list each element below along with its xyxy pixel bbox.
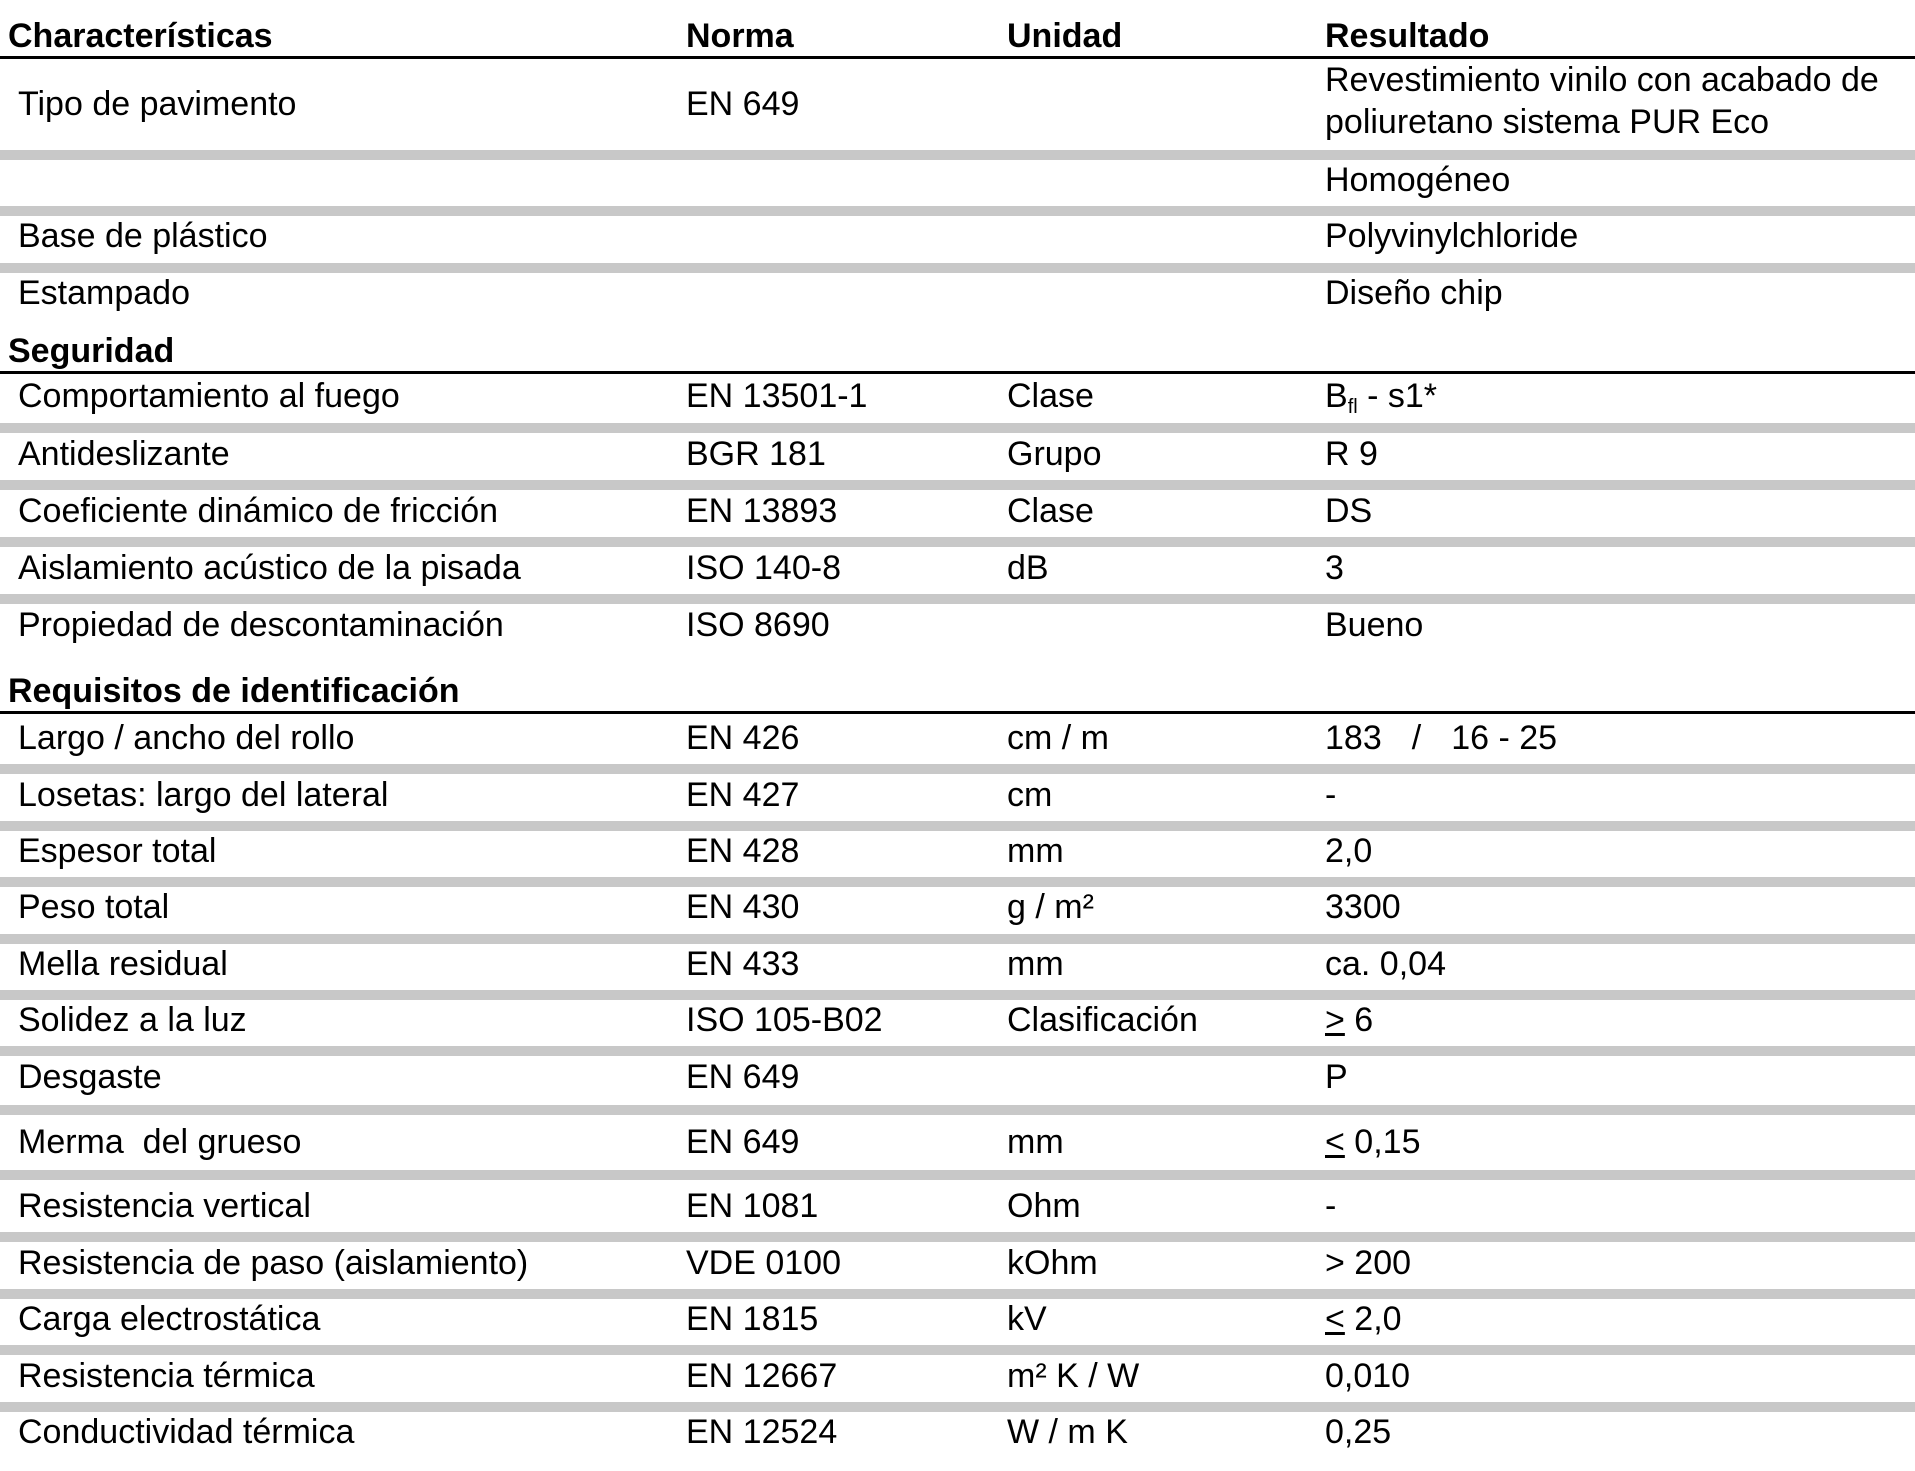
row-resultado [1325, 716, 1557, 760]
row-unidad: mm [1007, 1123, 1064, 1161]
row-norma: ISO 140-8 [686, 549, 841, 587]
row-resultado: Diseño chip [1325, 274, 1503, 312]
row-separator [0, 206, 1915, 216]
row-resultado: R 9 [1325, 435, 1378, 473]
row-norma: ISO 105-B02 [686, 1001, 883, 1039]
row-norma: EN 1081 [686, 1187, 819, 1225]
row-name: Mella residual [18, 945, 228, 983]
row-separator [0, 821, 1915, 831]
row-norma: EN 427 [686, 776, 800, 814]
row-resultado: Bueno [1325, 606, 1424, 644]
row-resultado-line1: Revestimiento vinilo con acabado de [1325, 61, 1879, 99]
row-separator [0, 1170, 1915, 1180]
row-unidad: dB [1007, 549, 1049, 587]
row-name: Peso total [18, 888, 170, 926]
row-separator [0, 423, 1915, 433]
lte-symbol: < [1325, 1300, 1345, 1338]
row-resultado: - [1325, 776, 1337, 814]
row-norma: EN 430 [686, 888, 800, 926]
row-name: Solidez a la luz [18, 1001, 247, 1039]
row-resultado [1325, 1120, 1420, 1164]
row-norma: VDE 0100 [686, 1244, 841, 1282]
row-unidad: Clasificación [1007, 1001, 1198, 1039]
row-resultado [1325, 1297, 1402, 1341]
row-name: Comportamiento al fuego [18, 377, 400, 415]
row-resultado: - [1325, 1187, 1337, 1225]
row-name: Tipo de pavimento [18, 85, 297, 123]
lightfastness-value: 6 [1344, 1001, 1374, 1039]
row-separator [0, 1105, 1915, 1115]
row-norma: EN 13501-1 [686, 377, 868, 415]
row-resultado: 0,25 [1325, 1413, 1392, 1451]
row-resultado: > 200 [1325, 1244, 1412, 1282]
row-name: Antideslizante [18, 435, 230, 473]
row-name: Largo / ancho del rollo [18, 719, 355, 757]
row-resultado: 0,010 [1325, 1357, 1411, 1395]
header-unidad: Unidad [1007, 17, 1123, 55]
header-norma: Norma [686, 17, 794, 55]
lte-symbol: < [1325, 1123, 1345, 1161]
row-separator [0, 1046, 1915, 1056]
row-resultado: Homogéneo [1325, 161, 1511, 199]
roll-width: 16 - 25 [1451, 719, 1558, 757]
section-rule [0, 711, 1915, 714]
roll-separator: / [1411, 719, 1422, 757]
row-name: Propiedad de descontaminación [18, 606, 504, 644]
row-name: Resistencia térmica [18, 1357, 315, 1395]
row-name: Aislamiento acústico de la pisada [18, 549, 521, 587]
row-unidad: cm / m [1007, 719, 1109, 757]
roll-length: 183 [1325, 719, 1382, 757]
row-separator [0, 263, 1915, 273]
row-unidad: cm [1007, 776, 1053, 814]
row-separator [0, 990, 1915, 1000]
row-resultado-line2: poliuretano sistema PUR Eco [1325, 103, 1770, 141]
row-unidad: kOhm [1007, 1244, 1098, 1282]
row-resultado [1325, 998, 1373, 1042]
row-name: Espesor total [18, 832, 217, 870]
row-resultado: DS [1325, 492, 1373, 530]
row-name: Conductividad térmica [18, 1413, 355, 1451]
row-name: Resistencia vertical [18, 1187, 311, 1225]
row-unidad: m² K / W [1007, 1357, 1140, 1395]
row-name: Losetas: largo del lateral [18, 776, 389, 814]
row-norma: EN 12667 [686, 1357, 838, 1395]
row-norma: EN 649 [686, 1123, 800, 1161]
row-unidad: Clase [1007, 377, 1094, 415]
row-resultado [1325, 374, 1437, 429]
row-norma: EN 13893 [686, 492, 838, 530]
fire-class-rest: - s1* [1357, 377, 1438, 415]
row-separator [0, 877, 1915, 887]
row-name: Merma del grueso [18, 1123, 302, 1161]
row-name: Base de plástico [18, 217, 268, 255]
row-norma: EN 433 [686, 945, 800, 983]
electrostatic-value: 2,0 [1344, 1300, 1402, 1338]
row-unidad: kV [1007, 1300, 1047, 1338]
row-unidad: mm [1007, 945, 1064, 983]
row-norma: BGR 181 [686, 435, 826, 473]
row-norma: EN 649 [686, 85, 800, 123]
fire-class-main: B [1325, 377, 1348, 415]
gte-symbol: > [1325, 1001, 1345, 1039]
row-norma: EN 428 [686, 832, 800, 870]
row-separator [0, 934, 1915, 944]
row-separator [0, 150, 1915, 160]
row-resultado: ca. 0,04 [1325, 945, 1446, 983]
row-name: Desgaste [18, 1058, 162, 1096]
row-unidad: mm [1007, 832, 1064, 870]
row-norma: ISO 8690 [686, 606, 830, 644]
thickness-loss-value: 0,15 [1344, 1123, 1421, 1161]
row-norma: EN 12524 [686, 1413, 838, 1451]
row-name: Carga electrostática [18, 1300, 321, 1338]
row-unidad: g / m² [1007, 888, 1094, 926]
row-name: Estampado [18, 274, 190, 312]
row-norma: EN 426 [686, 719, 800, 757]
row-resultado: 3300 [1325, 888, 1401, 926]
header-characteristics: Characterísticas [8, 17, 273, 55]
row-unidad: Grupo [1007, 435, 1102, 473]
row-resultado: P [1325, 1058, 1348, 1096]
row-name: Resistencia de paso (aislamiento) [18, 1244, 529, 1282]
row-norma: EN 649 [686, 1058, 800, 1096]
row-unidad: Ohm [1007, 1187, 1081, 1225]
table-row [0, 58, 1915, 150]
row-resultado: 3 [1325, 549, 1344, 587]
row-unidad: Clase [1007, 492, 1094, 530]
section-title-seguridad: Seguridad [8, 332, 175, 370]
section-title-identificacion: Requisitos de identificación [8, 672, 460, 710]
header-resultado: Resultado [1325, 17, 1490, 55]
row-name: Coeficiente dinámico de fricción [18, 492, 499, 530]
row-norma: EN 1815 [686, 1300, 819, 1338]
fire-class-subscript: fl [1347, 396, 1358, 418]
row-unidad: W / m K [1007, 1413, 1128, 1451]
row-resultado: 2,0 [1325, 832, 1373, 870]
row-resultado: Polyvinylchloride [1325, 217, 1579, 255]
